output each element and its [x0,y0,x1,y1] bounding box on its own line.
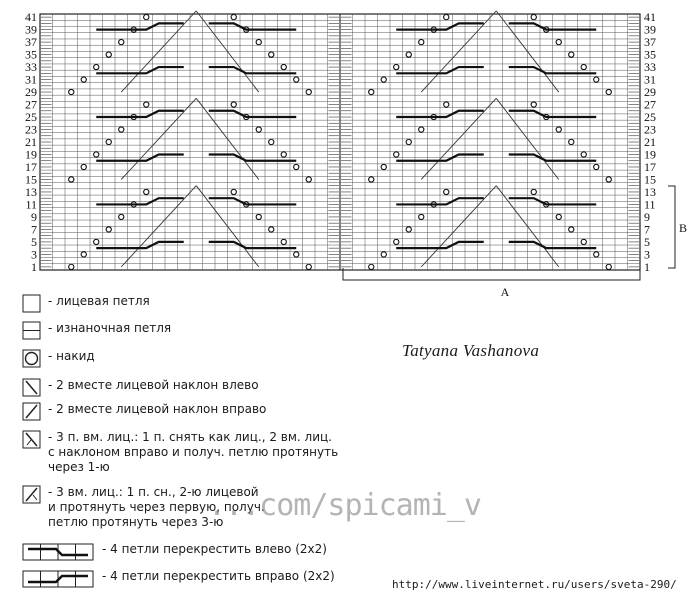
yarn-over-mark [94,152,99,157]
yarn-over-mark [531,102,536,107]
yarn-over-mark [556,127,561,132]
yarn-over-mark [269,52,274,57]
yarn-over-mark [94,239,99,244]
yarn-over-mark [281,152,286,157]
yarn-over-mark [606,89,611,94]
yarn-over-mark [294,164,299,169]
row-number: 23 [25,122,37,137]
yarn-over-mark [444,102,449,107]
author-signature: Tatyana Vashanova [402,341,540,360]
yarn-over-mark [381,164,386,169]
yarn-over-mark [406,227,411,232]
yarn-over-mark [581,64,586,69]
yarn-over-mark [594,77,599,82]
legend-yarn-over-text: - накид [48,349,95,363]
yarn-over-mark [606,264,611,269]
yarn-over-mark [594,164,599,169]
k2tog-right-icon [22,402,42,422]
repeat-bracket-a [343,268,640,299]
yarn-over-mark [69,264,74,269]
repeat-a-label: A [500,285,510,299]
yarn-over-mark [306,264,311,269]
yarn-over-mark [231,102,236,107]
yarn-over-mark [394,239,399,244]
row-number: 35 [644,47,656,62]
legend-k3tog-left [22,430,338,480]
row-number: 27 [644,97,656,112]
yarn-over-mark [281,239,286,244]
yarn-over-mark [369,264,374,269]
yarn-over-mark [269,139,274,144]
legend-knit [22,294,150,316]
row-number: 35 [25,47,37,62]
yarn-over-mark [406,52,411,57]
legend-cross-right [22,569,335,591]
k3tog-left-icon [22,430,42,450]
row-number: 37 [644,35,656,50]
yarn-over-mark [306,89,311,94]
row-numbers-right [644,10,656,274]
row-number: 9 [644,209,650,224]
row-number: 17 [25,159,37,174]
yarn-over-mark [369,177,374,182]
yarn-over-mark [381,252,386,257]
yarn-over-mark [569,139,574,144]
legend-purl-text: - изнаночная петля [48,321,172,335]
legend-yarn-over [22,349,95,371]
yarn-over-mark [69,89,74,94]
cross-right-icon [22,569,96,589]
row-number: 27 [25,97,37,112]
row-number: 33 [25,60,37,75]
row-number: 21 [25,135,37,149]
yarn-over-mark [306,177,311,182]
row-number: 25 [25,110,37,125]
row-number: 23 [644,122,656,137]
row-number: 21 [644,135,656,149]
row-number: 29 [25,85,37,100]
row-number: 19 [644,147,656,162]
yarn-over-mark [94,64,99,69]
legend-k3tog-left-text: - 3 п. вм. лиц.: 1 п. снять как лиц., 2 вм. лиц. с наклоном вправо и получ. петлю протянуть через 1-ю [48,430,339,474]
yarn-over-mark [531,14,536,19]
row-number: 39 [644,22,656,37]
yarn-over-mark [369,89,374,94]
yarn-over-mark [269,227,274,232]
purl-stitch-icon [22,321,42,341]
yarn-over-mark [119,39,124,44]
row-number: 19 [25,147,37,162]
legend-cross-left-text: - 4 петли перекрестить влево (2х2) [102,542,327,556]
yarn-over-mark [81,164,86,169]
row-number: 31 [25,72,37,87]
row-number: 15 [644,172,656,187]
source-url: http://www.liveinternet.ru/users/sveta-290/ [392,578,677,591]
yarn-over-mark [106,139,111,144]
row-number: 9 [31,209,37,224]
yarn-over-mark [81,77,86,82]
yarn-over-mark [606,177,611,182]
yarn-over-mark [144,14,149,19]
yarn-over-mark [119,214,124,219]
k3tog-right-icon [22,485,42,505]
row-number: 25 [644,110,656,125]
yarn-over-mark [419,127,424,132]
yarn-over-mark [406,139,411,144]
row-number: 5 [644,234,650,249]
yarn-over-mark [594,252,599,257]
row-number: 7 [644,222,650,237]
row-number: 41 [25,10,37,25]
row-number: 31 [644,72,656,87]
row-number: 13 [644,184,656,199]
legend-k3tog-right-text: - 3 вм. лиц.: 1 п. сн., 2-ю лицевой и протянуть через первую, получ. петлю протянуть через 3-ю [48,485,265,529]
legend-knit-text: - лицевая петля [48,294,150,308]
legend-cross-left [22,542,327,564]
legend-k2tog-right-text: - 2 вместе лицевой наклон вправо [48,402,267,416]
yarn-over-mark [394,64,399,69]
knit-stitch-icon [22,294,42,314]
yarn-over-mark [294,252,299,257]
yarn-over-mark [444,189,449,194]
row-number: 41 [644,10,656,25]
row-number: 7 [31,222,37,237]
yarn-over-mark [281,64,286,69]
chart-grid [40,14,640,270]
row-number: 1 [31,259,37,274]
yarn-over-mark [144,102,149,107]
repeat-b-label: B [679,221,688,235]
yarn-over-icon [22,349,42,369]
yarn-over-mark [231,14,236,19]
row-number: 15 [25,172,37,187]
yarn-over-mark [81,252,86,257]
row-number: 11 [644,197,656,212]
yarn-over-mark [106,227,111,232]
yarn-over-mark [106,52,111,57]
yarn-over-mark [256,39,261,44]
legend-purl [22,321,171,343]
row-number: 13 [25,184,37,199]
yarn-over-mark [531,189,536,194]
row-number: 39 [25,22,37,37]
yarn-over-mark [394,152,399,157]
row-number: 1 [644,259,650,274]
row-number: 11 [25,197,37,212]
k2tog-left-icon [22,378,42,398]
row-number: 29 [644,85,656,100]
legend-k2tog-left-text: - 2 вместе лицевой наклон влево [48,378,259,392]
yarn-over-mark [581,239,586,244]
yarn-over-mark [119,127,124,132]
yarn-over-mark [556,39,561,44]
row-number: 33 [644,60,656,75]
yarn-over-mark [419,214,424,219]
yarn-over-mark [444,14,449,19]
row-number: 37 [25,35,37,50]
row-number: 3 [644,247,650,262]
yarn-over-mark [581,152,586,157]
repeat-bracket-b [668,186,687,268]
yarn-over-mark [419,39,424,44]
yarn-over-mark [556,214,561,219]
yarn-over-mark [144,189,149,194]
watermark: ...com/spicami_v [208,488,481,523]
legend-k2tog-left [22,378,259,400]
row-number: 17 [644,159,656,174]
yarn-over-mark [256,214,261,219]
legend-cross-right-text: - 4 петли перекрестить вправо (2х2) [102,569,335,583]
yarn-over-mark [69,177,74,182]
yarn-over-mark [569,227,574,232]
cross-left-icon [22,542,96,562]
row-number: 5 [31,234,37,249]
yarn-over-mark [294,77,299,82]
yarn-over-mark [381,77,386,82]
row-numbers-left [25,10,37,274]
row-number: 3 [31,247,37,262]
yarn-over-mark [256,127,261,132]
yarn-over-mark [569,52,574,57]
legend-k2tog-right [22,402,266,424]
yarn-over-mark [231,189,236,194]
